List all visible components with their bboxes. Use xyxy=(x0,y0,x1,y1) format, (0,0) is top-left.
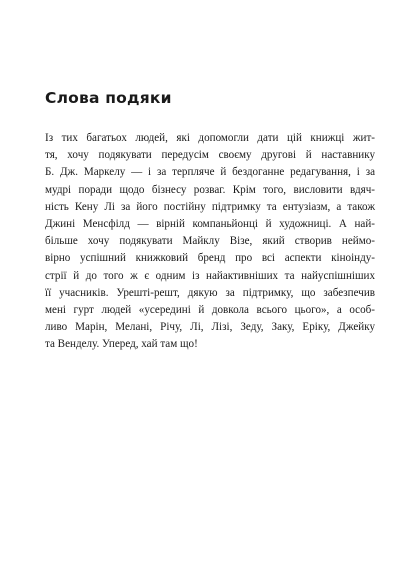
paragraph-line: мені гурт людей «усередині й довкола всього цього», а особ- xyxy=(45,304,375,317)
paragraph-line: більше хочу подякувати Майклу Візе, який створив неймо- xyxy=(45,235,375,248)
paragraph-line: та Венделу. Уперед, хай там що! xyxy=(45,338,198,351)
paragraph-line: ливо Марін, Мелані, Річу, Лі, Лізі, Зеду, Заку, Еріку, Джейку xyxy=(45,321,375,334)
paragraph-line: тя, хочу подякувати передусім своєму другові й наставнику xyxy=(45,149,375,162)
acknowledgements-paragraph xyxy=(45,130,375,354)
paragraph-line: її учасників. Урешті-решт, дякую за підтримку, що забезпечив xyxy=(45,286,375,299)
page-title: Слова подяки xyxy=(45,89,172,107)
paragraph-line: Із тих багатьох людей, які допомогли дати цій книжці жит- xyxy=(45,132,375,144)
paragraph-line: ність Кену Лі за його постійну підтримку та ентузіазм, а також xyxy=(45,200,375,213)
paragraph-line: вірно успішний книжковий бренд про всі аспекти кіноінду- xyxy=(45,252,375,265)
paragraph-line: Б. Дж. Маркелу — і за терпляче й бездоганне редагування, і за xyxy=(45,166,375,179)
paragraph-line: мудрі поради щодо бізнесу розваг. Крім того, висловити вдяч- xyxy=(45,183,375,196)
paragraph-line: стрії й до того ж є одним із найактивніших та найуспішніших xyxy=(45,269,375,282)
paragraph-line: Джині Менсфілд — вірній компаньйонці й художниці. А най- xyxy=(45,218,375,231)
